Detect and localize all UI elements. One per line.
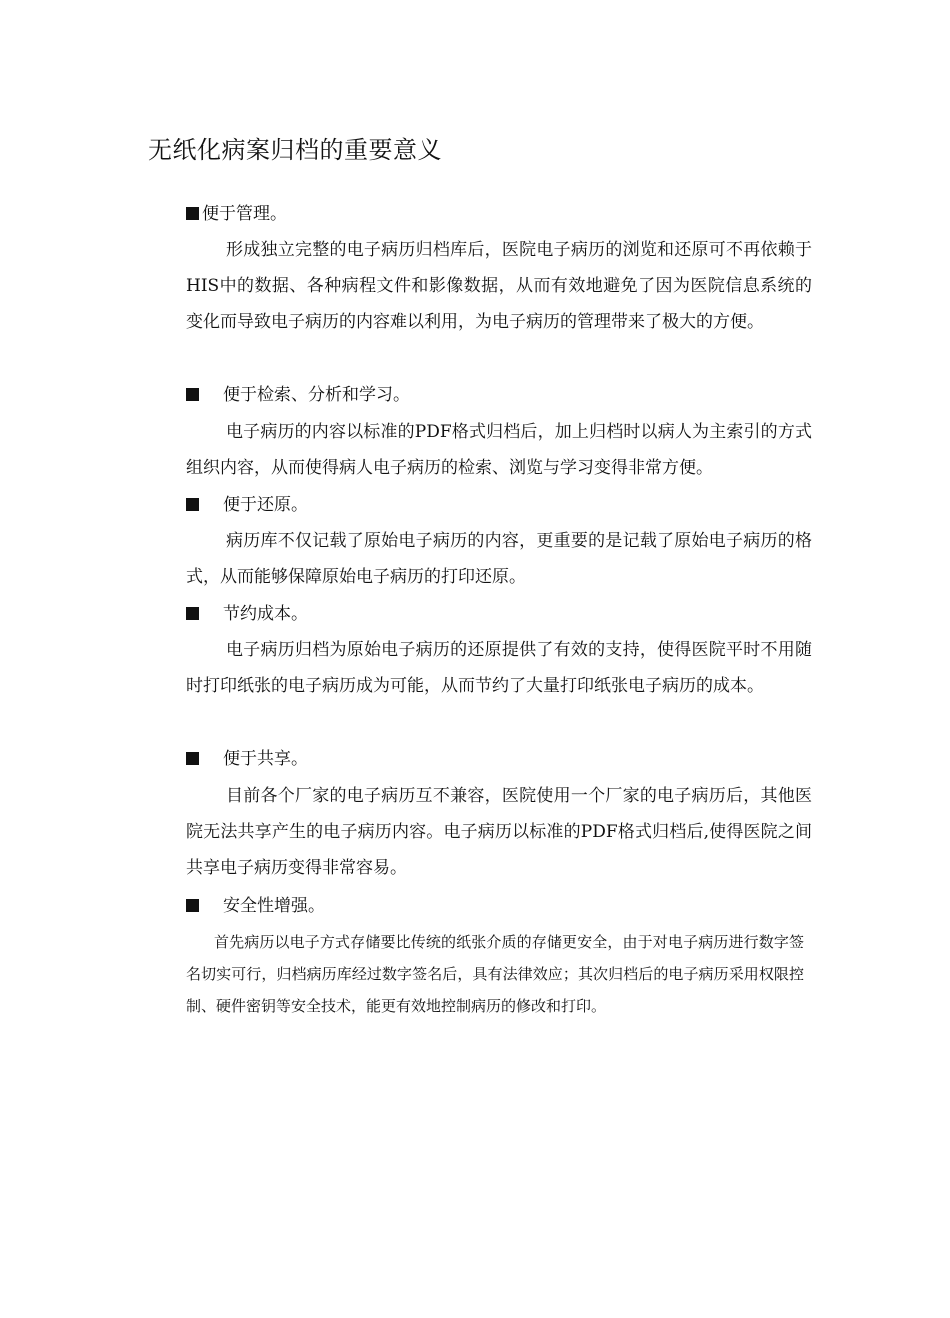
section-heading-restore <box>186 487 308 523</box>
section-body-retrieval: 电子病历的内容以标准的PDF格式归档后，加上归档时以病人为主索引的方式组织内容，从而使得病人电子病历的检索、浏览与学习变得非常方便。 <box>186 422 812 478</box>
bullet-square-icon <box>186 899 199 912</box>
bullet-square-icon <box>186 207 199 220</box>
section-body-sharing: 目前各个厂家的电子病历互不兼容，医院使用一个厂家的电子病历后，其他医院无法共享产生的电子病历内容。电子病历以标准的PDF格式归档后,使得医院之间共享电子病历变得非常容易。 <box>186 786 812 878</box>
section-heading-text: 安全性增强。 <box>223 896 325 916</box>
section-heading-cost <box>186 596 308 632</box>
section-heading-management <box>186 196 287 232</box>
section-body-restore: 病历库不仅记载了原始电子病历的内容，更重要的是记载了原始电子病历的格式，从而能够保障原始电子病历的打印还原。 <box>186 531 812 587</box>
section-heading-security <box>186 888 325 924</box>
section-heading-sharing <box>186 741 308 777</box>
bullet-square-icon <box>186 752 199 765</box>
section-heading-text: 节约成本。 <box>223 604 308 624</box>
section-heading-text: 便于共享。 <box>223 749 308 769</box>
bullet-square-icon <box>186 607 199 620</box>
bullet-square-icon <box>186 388 199 401</box>
section-heading-text: 便于检索、分析和学习。 <box>223 385 410 405</box>
section-heading-text: 便于管理。 <box>202 204 287 224</box>
document-title: 无纸化病案归档的重要意义 <box>148 136 442 164</box>
section-heading-text: 便于还原。 <box>223 495 308 515</box>
section-body-cost: 电子病历归档为原始电子病历的还原提供了有效的支持，使得医院平时不用随时打印纸张的电子病历成为可能，从而节约了大量打印纸张电子病历的成本。 <box>186 640 812 696</box>
section-body-security: 首先病历以电子方式存储要比传统的纸张介质的存储更安全，由于对电子病历进行数字签名切实可行，归档病历库经过数字签名后，具有法律效应；其次归档后的电子病历采用权限控制、硬件密钥等安全技术，能更有效地控制病历的修改和打印。 <box>186 933 804 1015</box>
bullet-square-icon <box>186 498 199 511</box>
section-body-management: 形成独立完整的电子病历归档库后，医院电子病历的浏览和还原可不再依赖于HIS中的数据、各种病程文件和影像数据，从而有效地避免了因为医院信息系统的变化而导致电子病历的内容难以利用，为电子病历的管理带来了极大的方便。 <box>186 240 812 332</box>
section-heading-retrieval <box>186 377 410 413</box>
